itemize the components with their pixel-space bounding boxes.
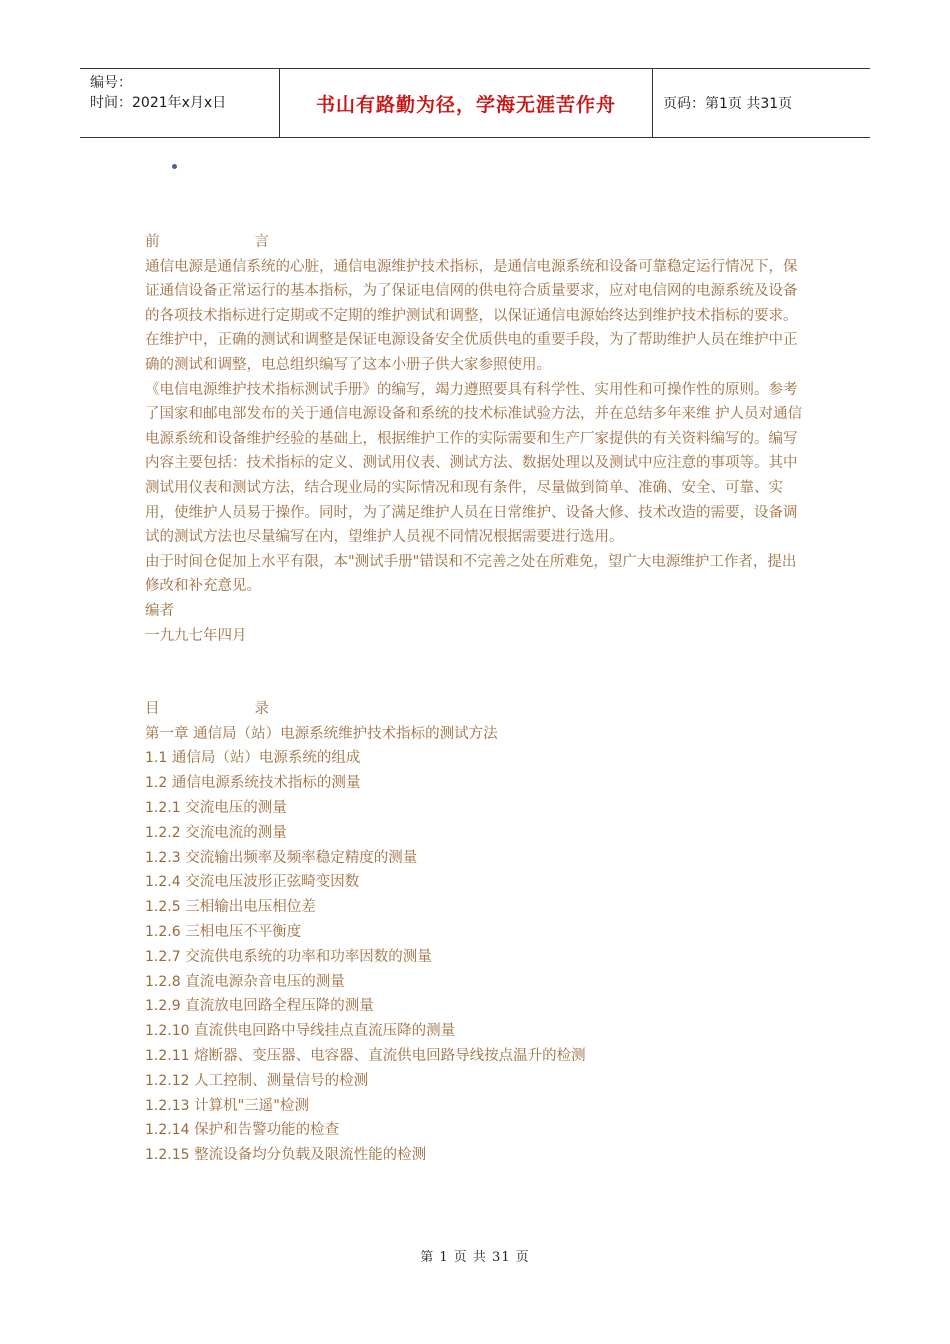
header-page-info: 页码：第1页 共31页 bbox=[663, 96, 793, 112]
toc-item-number: 1.2.6 bbox=[145, 924, 181, 941]
toc-item[interactable] bbox=[145, 1118, 810, 1143]
toc-item-text: 通信电源系统技术指标的测量 bbox=[171, 775, 361, 792]
toc-item-number: 1.2.11 bbox=[145, 1048, 190, 1065]
preface-paragraph-3: 由于时间仓促加上水平有限，本"测试手册"错误和不完善之处在所难免，望广大电源维护工作者，提出修改和补充意见。 bbox=[145, 553, 797, 595]
toc-item-text: 整流设备均分负载及限流性能的检测 bbox=[194, 1147, 427, 1164]
toc-item[interactable] bbox=[145, 920, 810, 945]
toc-item-number: 1.2.1 bbox=[145, 800, 181, 817]
toc-title bbox=[145, 697, 810, 722]
toc-title-char-2: 录 bbox=[254, 701, 269, 718]
toc-item-text: 直流放电回路全程压降的测量 bbox=[185, 998, 374, 1015]
toc-item[interactable] bbox=[145, 796, 810, 821]
toc-item[interactable] bbox=[145, 1094, 810, 1119]
toc-item-text: 三相电压不平衡度 bbox=[185, 924, 302, 941]
toc-item[interactable] bbox=[145, 1044, 810, 1069]
toc-item[interactable] bbox=[145, 722, 810, 747]
toc-item[interactable] bbox=[145, 821, 810, 846]
header-motto-cell bbox=[280, 69, 653, 137]
preface-signature: 编者 bbox=[145, 602, 174, 619]
toc-item-text: 三相输出电压相位差 bbox=[185, 899, 316, 916]
toc-list bbox=[145, 722, 810, 1168]
toc-item-number: 1.2.4 bbox=[145, 874, 181, 891]
toc-item-text: 交流电压波形正弦畸变因数 bbox=[185, 874, 360, 891]
toc-item[interactable] bbox=[145, 1069, 810, 1094]
toc-item[interactable] bbox=[145, 895, 810, 920]
toc-item-number: 1.2.8 bbox=[145, 973, 181, 990]
toc-item-number: 1.2.7 bbox=[145, 948, 181, 965]
toc-item-text: 直流电源杂音电压的测量 bbox=[185, 973, 345, 990]
header-left-cell bbox=[80, 69, 280, 137]
document-header bbox=[80, 68, 870, 138]
toc-item[interactable] bbox=[145, 771, 810, 796]
preface-title bbox=[145, 230, 810, 255]
toc-item-number: 1.2.13 bbox=[145, 1097, 190, 1114]
toc-item-text: 第一章 通信局（站）电源系统维护技术指标的测试方法 bbox=[145, 725, 498, 742]
bullet-dot bbox=[172, 164, 177, 169]
toc-item-number: 1.2.14 bbox=[145, 1122, 190, 1139]
preface-title-char-2: 言 bbox=[254, 234, 269, 250]
toc-item-text: 熔断器、变压器、电容器、直流供电回路导线按点温升的检测 bbox=[194, 1048, 586, 1065]
preface-date: 一九九七年四月 bbox=[145, 627, 247, 644]
toc-item-number: 1.2.3 bbox=[145, 849, 181, 866]
toc-item[interactable] bbox=[145, 746, 810, 771]
toc-item[interactable] bbox=[145, 846, 810, 871]
toc-item[interactable] bbox=[145, 870, 810, 895]
toc-item-number: 1.2 bbox=[145, 775, 168, 792]
toc-item-number: 1.2.5 bbox=[145, 899, 181, 916]
toc-item-text: 交流供电系统的功率和功率因数的测量 bbox=[185, 948, 432, 965]
date-line: 时间：2021年x月x日 bbox=[90, 95, 227, 111]
toc-item-text: 通信局（站）电源系统的组成 bbox=[171, 750, 361, 767]
document-body bbox=[145, 230, 810, 1168]
toc-item-text: 直流供电回路中导线挂点直流压降的测量 bbox=[194, 1023, 456, 1040]
toc-item-number: 1.2.15 bbox=[145, 1147, 190, 1164]
toc-item-text: 计算机"三遥"检测 bbox=[194, 1097, 309, 1114]
preface-paragraph-1: 通信电源是通信系统的心脏，通信电源维护技术指标，是通信电源系统和设备可靠稳定运行情况下，保证通信设备正常运行的基本指标，为了保证电信网的供电符合质量要求，应对电信网的电源系统及设备的各项技术指标进行定期或不定期的维护测试和调整，以保证通信电源始终达到维护技术指标的要求。在维护中，正确的测试和调整是保证电源设备安全优质供电的重要手段，为了帮助维护人员在维护中正确的测试和调整，电总组织编写了这本小册子供大家参照使用。 bbox=[145, 258, 798, 373]
toc-item-number: 1.2.9 bbox=[145, 998, 181, 1015]
toc-item-number: 1.1 bbox=[145, 750, 168, 767]
header-page-cell bbox=[653, 69, 870, 137]
toc-item-text: 交流电压的测量 bbox=[185, 800, 287, 817]
toc-item-text: 保护和告警功能的检查 bbox=[194, 1122, 340, 1139]
toc-item[interactable] bbox=[145, 1143, 810, 1168]
code-label: 编号： bbox=[90, 75, 132, 91]
toc-item-number: 1.2.12 bbox=[145, 1072, 190, 1089]
page-footer: 第 1 页 共 31 页 bbox=[420, 1250, 530, 1265]
preface-paragraph-2: 《电信电源维护技术指标测试手册》的编写，竭力遵照要具有科学性、实用性和可操作性的原则。参考了国家和邮电部发布的关于通信电源设备和系统的技术标准试验方法，并在总结多年来维 护人员对通信电源系统和设备维护经验的基础上，根据维护工作的实际需要和生产厂家提供的有关资料编写的。编写内容主要包括：技术指标的定义、测试用仪表、测试方法、数据处理以及测试中应注意的事项等。其中测试用仪表和测试方法，结合现业局的实际情况和现有条件，尽量做到简单、准确、安全、可靠、实用，使维护人员易于操作。同时，为了满足维护人员在日常维护、设备大修、技术改造的需要，设备调试的测试方法也尽量编写在内，望维护人员视不同情况根据需要进行选用。 bbox=[145, 381, 803, 546]
toc-item[interactable] bbox=[145, 970, 810, 995]
header-motto: 书山有路勤为径，学海无涯苦作舟 bbox=[315, 93, 616, 116]
toc-item-number: 1.2.10 bbox=[145, 1023, 190, 1040]
toc-item[interactable] bbox=[145, 945, 810, 970]
toc-title-char-1: 目 bbox=[145, 701, 160, 718]
toc-item-text: 交流电流的测量 bbox=[185, 824, 287, 841]
toc-item-number: 1.2.2 bbox=[145, 824, 181, 841]
toc-item[interactable] bbox=[145, 994, 810, 1019]
toc-item[interactable] bbox=[145, 1019, 810, 1044]
preface-title-char-1: 前 bbox=[145, 234, 160, 250]
toc-item-text: 人工控制、测量信号的检测 bbox=[194, 1072, 369, 1089]
toc-item-text: 交流输出频率及频率稳定精度的测量 bbox=[185, 849, 418, 866]
